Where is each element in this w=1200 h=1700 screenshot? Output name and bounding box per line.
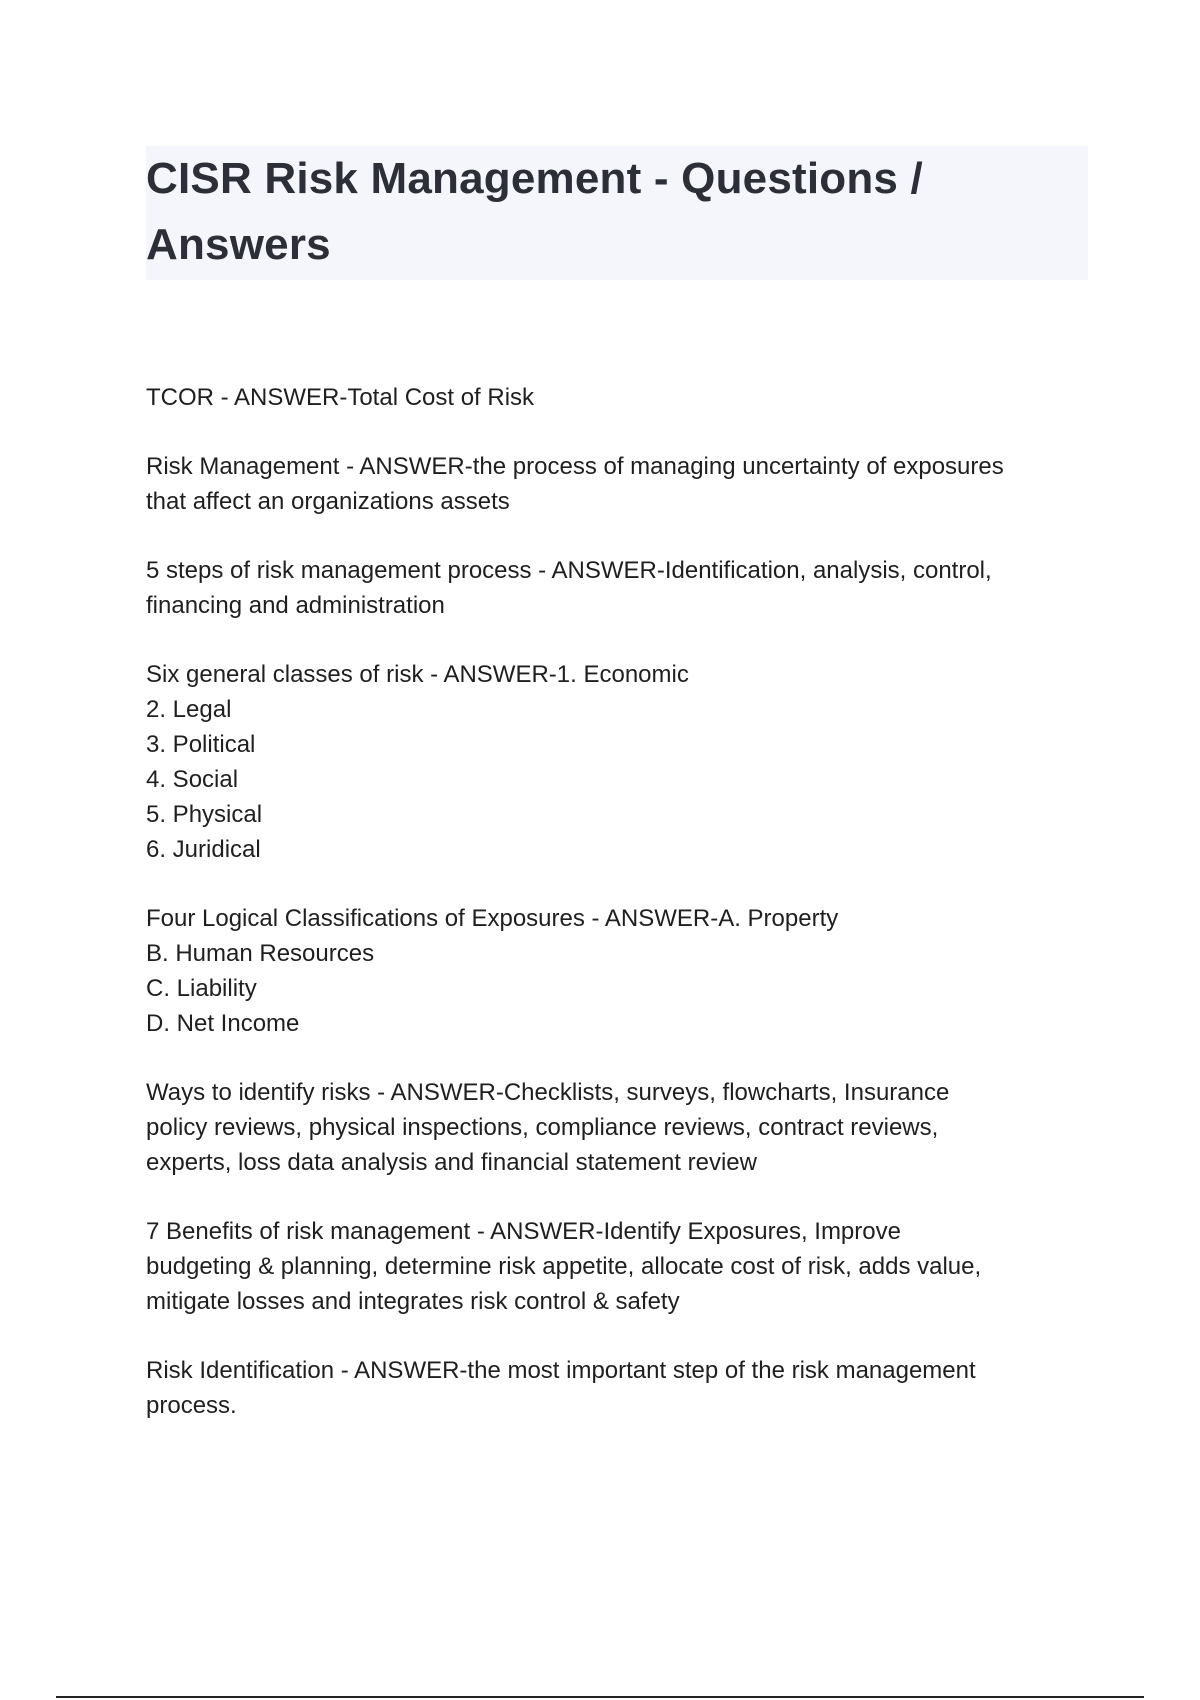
title-band [146,146,1088,280]
page-bottom-divider [56,1696,1144,1698]
qa-entry-risk-identification: Risk Identification - ANSWER-the most important step of the risk management process. [146,1357,976,1419]
qa-entry-four-classifications: Four Logical Classifications of Exposures - ANSWER-A. Property B. Human Resources C. Liability D. Net Income [146,905,839,1037]
qa-list [146,380,1096,1457]
document-title: CISR Risk Management - Questions / Answers [146,154,923,269]
qa-entry-tcor: TCOR - ANSWER-Total Cost of Risk [146,384,535,411]
qa-entry-five-steps: 5 steps of risk management process - ANSWER-Identification, analysis, control, financing and administration [146,557,992,619]
qa-entry-six-classes: Six general classes of risk - ANSWER-1. Economic 2. Legal 3. Political 4. Social 5. Physical 6. Juridical [146,661,689,863]
qa-entry-identify-risks: Ways to identify risks - ANSWER-Checklists, surveys, flowcharts, Insurance policy reviews, physical inspections, compliance reviews, contract reviews, experts, loss data analysis and financial statement review [146,1079,950,1176]
qa-entry-risk-management: Risk Management - ANSWER-the process of managing uncertainty of exposures that affect an organizations assets [146,453,1004,515]
qa-entry-seven-benefits: 7 Benefits of risk management - ANSWER-Identify Exposures, Improve budgeting & planning, determine risk appetite, allocate cost of risk, adds value, mitigate losses and integrates risk control & safety [146,1218,982,1315]
